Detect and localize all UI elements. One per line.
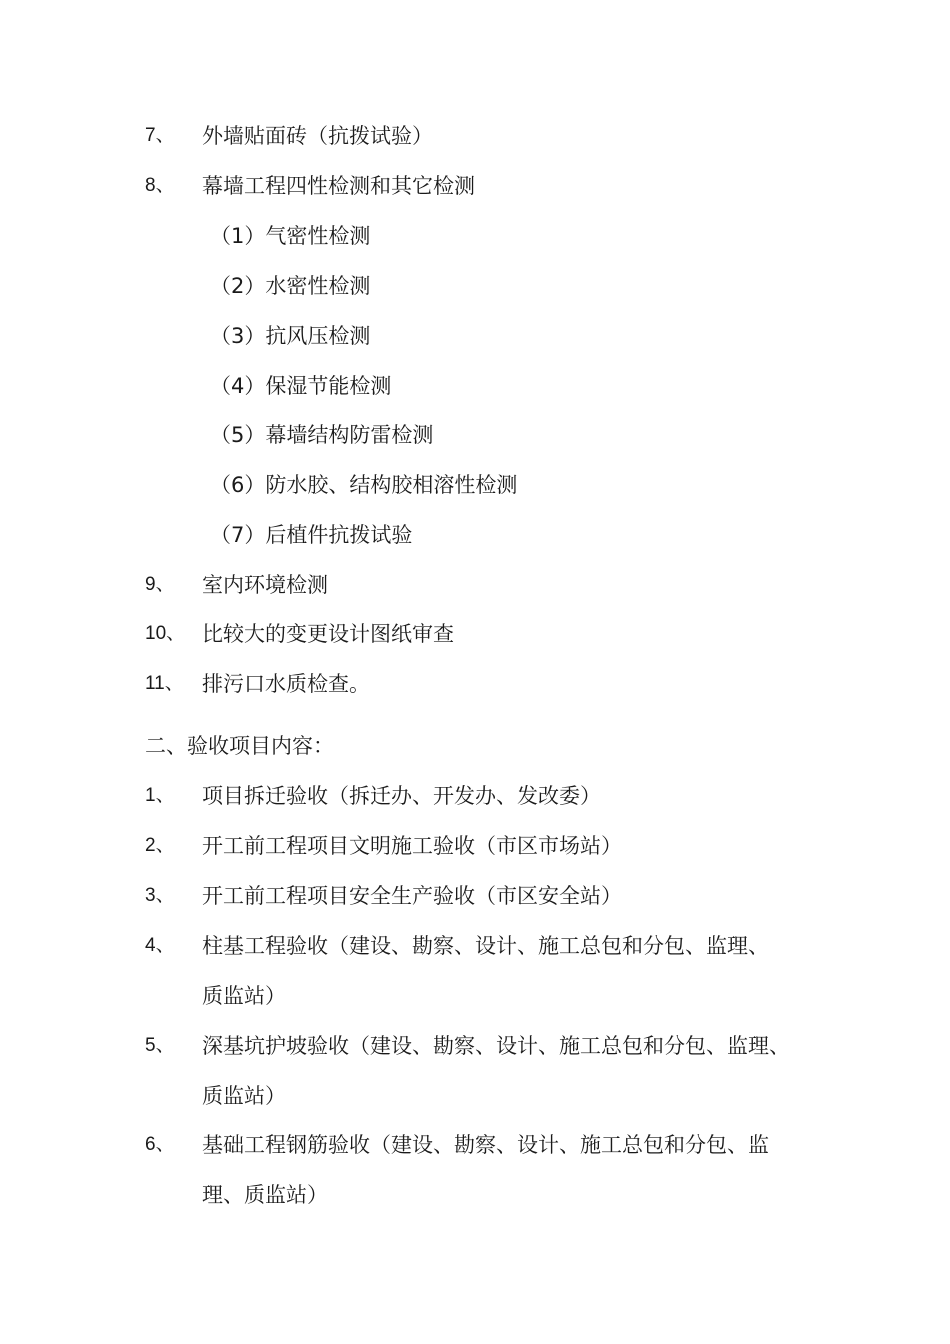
- item-number: 1、: [145, 785, 175, 806]
- item-number: 3、: [145, 885, 175, 906]
- item-text: 幕墙工程四性检测和其它检测: [202, 174, 475, 198]
- item-text: 室内环境检测: [202, 573, 328, 597]
- sub-item-text: （1）气密性检测: [210, 224, 371, 248]
- item-text: 开工前工程项目安全生产验收（市区安全站）: [202, 884, 622, 908]
- sub-item-text: （7）后植件抗拨试验: [210, 523, 413, 547]
- item-number: 6、: [145, 1134, 175, 1155]
- item-number: 7、: [145, 125, 175, 146]
- item-number: 4、: [145, 935, 175, 956]
- item-number: 9、: [145, 574, 175, 595]
- item-number: 2、: [145, 835, 175, 856]
- sub-item-text: （6）防水胶、结构胶相溶性检测: [210, 473, 518, 497]
- item-text: 柱基工程验收（建设、勘察、设计、施工总包和分包、监理、: [202, 934, 769, 958]
- item-text: 比较大的变更设计图纸审查: [202, 622, 454, 646]
- item-number: 11、: [145, 673, 184, 694]
- item-text-continued: 理、质监站）: [202, 1183, 328, 1207]
- item-number: 10、: [145, 623, 186, 644]
- item-number: 8、: [145, 175, 175, 196]
- item-text: 外墙贴面砖（抗拨试验）: [202, 124, 433, 148]
- sub-item-text: （3）抗风压检测: [210, 324, 371, 348]
- item-text: 深基坑护坡验收（建设、勘察、设计、施工总包和分包、监理、: [202, 1034, 790, 1058]
- section-heading-text: 二、验收项目内容：: [145, 734, 334, 758]
- item-text-continued: 质监站）: [202, 984, 286, 1008]
- item-text: 排污口水质检查。: [202, 672, 370, 696]
- item-text-continued: 质监站）: [202, 1084, 286, 1108]
- sub-item-text: （4）保湿节能检测: [210, 374, 392, 398]
- item-text: 基础工程钢筋验收（建设、勘察、设计、施工总包和分包、监: [202, 1133, 769, 1157]
- item-text: 开工前工程项目文明施工验收（市区市场站）: [202, 834, 622, 858]
- sub-item-text: （2）水密性检测: [210, 274, 371, 298]
- sub-item-text: （5）幕墙结构防雷检测: [210, 423, 434, 447]
- item-number: 5、: [145, 1035, 175, 1056]
- item-text: 项目拆迁验收（拆迁办、开发办、发改委）: [202, 784, 601, 808]
